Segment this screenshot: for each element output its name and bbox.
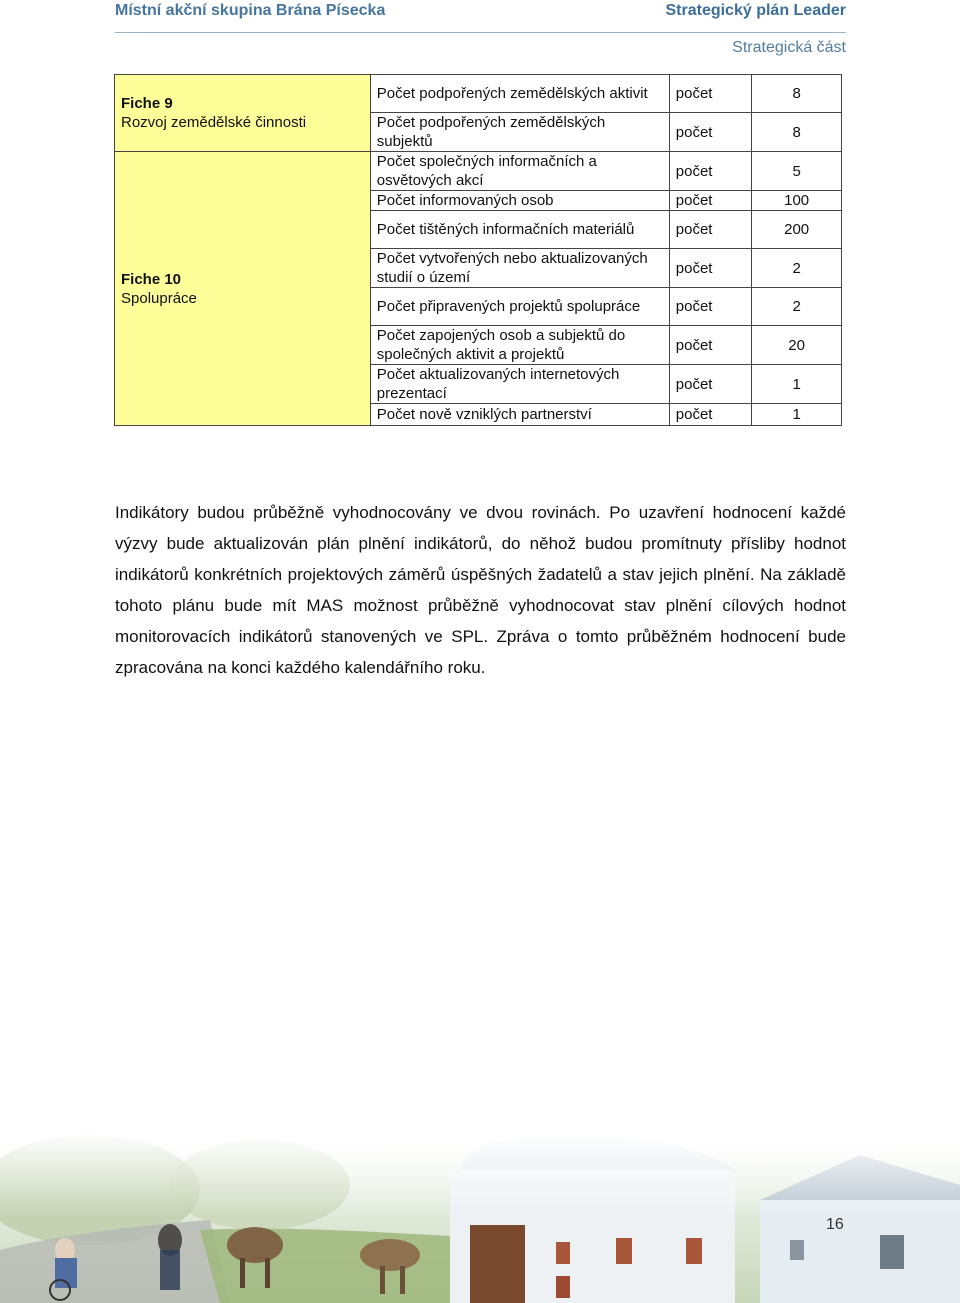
header-document-title: Strategický plán Leader [665,2,846,19]
fiche-name: Fiche 10 [121,270,182,288]
indicator-unit: počet [669,113,751,152]
indicator-value: 100 [752,191,842,211]
fiche-name: Fiche 9 [121,95,173,112]
indicator-label: Počet tištěných informačních materiálů [370,211,669,249]
table-row [115,75,842,113]
indicator-unit: počet [669,211,751,249]
indicator-label: Počet podpořených zemědělských aktivit [370,75,669,113]
indicator-value: 200 [752,211,842,249]
indicator-label: Počet vytvořených nebo aktualizovaných studií o území [370,249,669,288]
header-divider [115,32,846,33]
indicator-unit: počet [669,191,751,211]
indicator-label: Počet připravených projektů spolupráce [370,288,669,326]
indicator-unit: počet [669,365,751,404]
indicator-label: Počet informovaných osob [370,191,669,211]
table-row [115,152,842,191]
indicator-unit: počet [669,249,751,288]
indicator-value: 20 [752,326,842,365]
indicator-value: 1 [752,365,842,404]
fiche-title: Spolupráce [121,289,197,307]
indicator-unit: počet [669,288,751,326]
page-number: 16 [826,1216,844,1233]
indicator-value: 8 [752,113,842,152]
indicator-unit: počet [669,404,751,426]
indicator-unit: počet [669,75,751,113]
indicator-label: Počet společných informačních a osvětových akcí [370,152,669,191]
body-paragraph: Indikátory budou průběžně vyhodnocovány ve dvou rovinách. Po uzavření hodnocení každé výzvy bude aktualizován plán plnění indikátorů, do něhož budou promítnuty přísliby hodnot indikátorů konkrétních projektových záměrů úspěšných žadatelů a stav jejich plnění. Na základě tohoto plánu bude mít MAS možnost průběžně vyhodnocovat stav plnění cílových hodnot monitorovacích indikátorů stanovených ve SPL. Zpráva o tomto průběžném hodnocení bude zpracována na konci každého kalendářního roku. [115,503,846,677]
section-label: Strategická část [732,39,846,56]
indicator-value: 2 [752,288,842,326]
header-organization: Místní akční skupina Brána Písecka [115,2,386,19]
indicator-value: 2 [752,249,842,288]
indicator-label: Počet aktualizovaných internetových prezentací [370,365,669,404]
indicator-value: 8 [752,75,842,113]
indicator-table [114,74,842,426]
indicator-label: Počet nově vzniklých partnerství [370,404,669,426]
fiche-title: Rozvoj zemědělské činnosti [121,114,307,131]
footer-village-scene [0,1130,960,1303]
fiche-9-cell [115,75,371,152]
fiche-10-cell [115,152,371,426]
indicator-value: 1 [752,404,842,426]
indicator-label: Počet podpořených zemědělských subjektů [370,113,669,152]
indicator-value: 5 [752,152,842,191]
indicator-unit: počet [669,326,751,365]
footer-photo [0,1130,960,1303]
indicator-unit: počet [669,152,751,191]
indicator-label: Počet zapojených osob a subjektů do společných aktivit a projektů [370,326,669,365]
